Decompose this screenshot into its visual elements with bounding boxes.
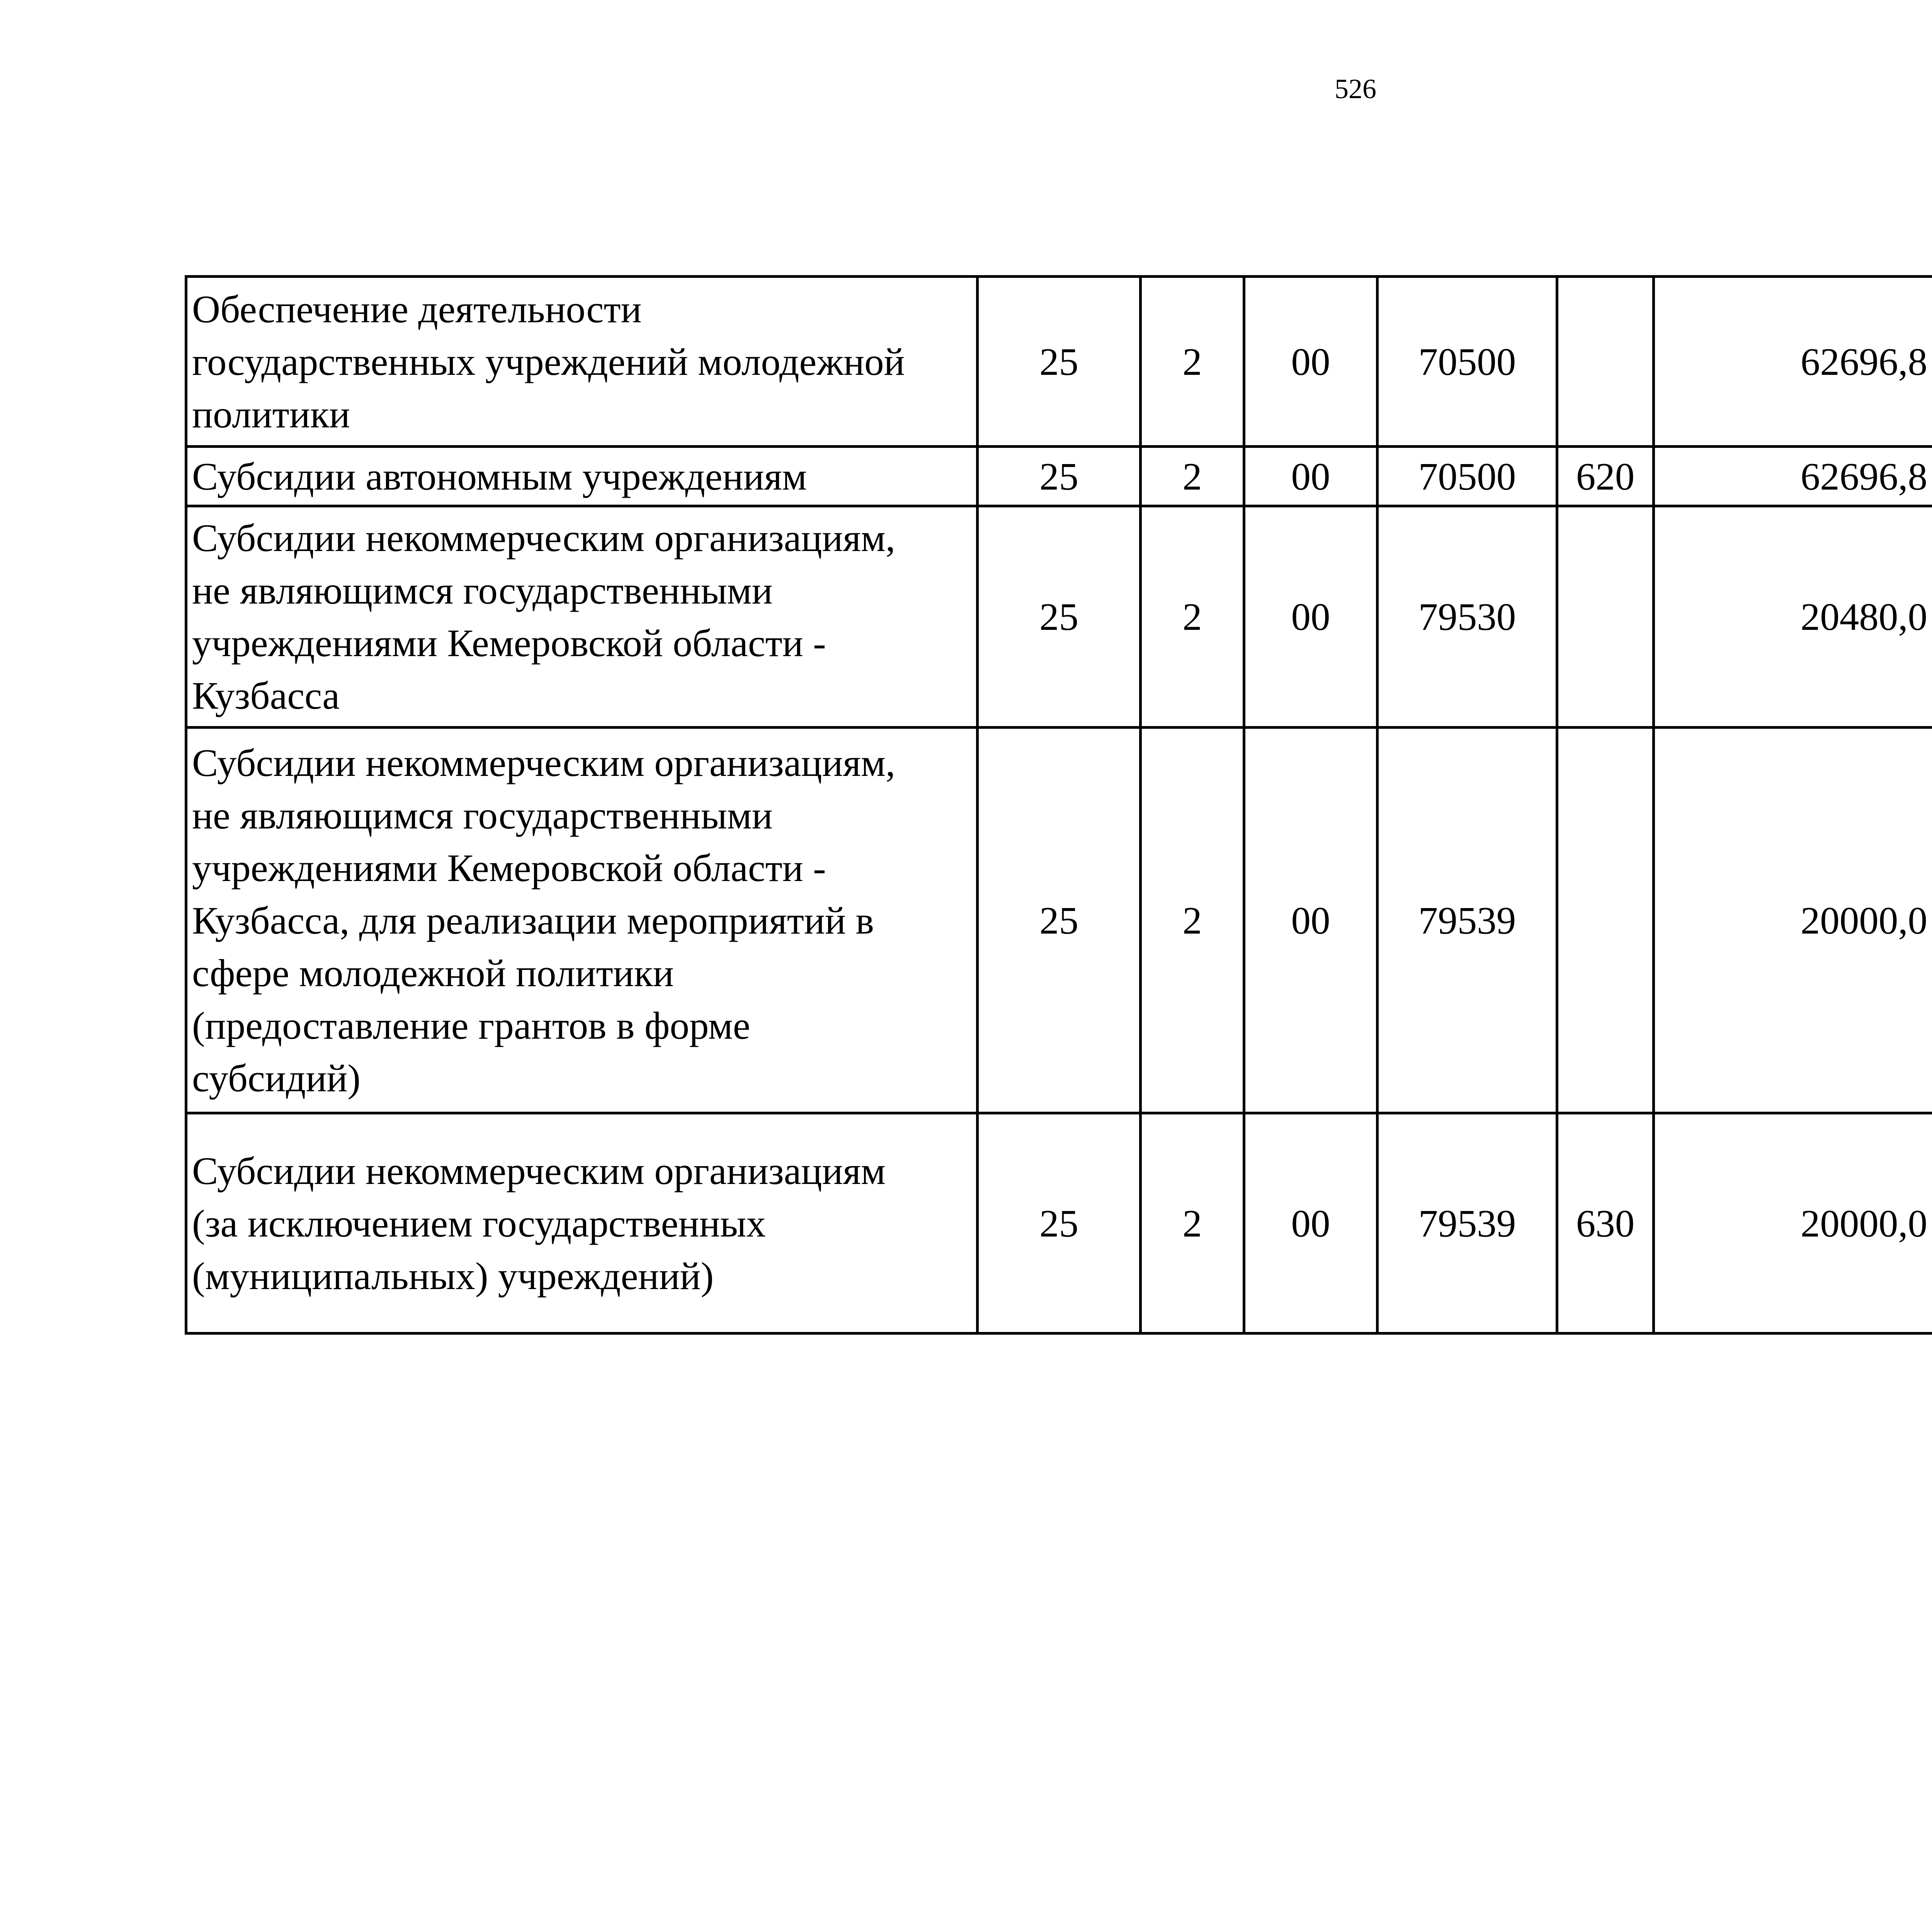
expense-type-cell xyxy=(1557,506,1654,728)
row-name: Обеспечение деятельности государственных учреждений молодежной политики xyxy=(192,287,905,436)
expense-type-cell: 620 xyxy=(1557,447,1654,506)
row-name: Субсидии некоммерческим организациям, не являющимся государственными учреждениями Кемеровской области - Кузбасса xyxy=(192,516,896,717)
direction-cell: 79539 xyxy=(1378,728,1557,1113)
row-name-cell xyxy=(186,506,978,728)
section-cell: 25 xyxy=(978,506,1141,728)
table-row xyxy=(186,277,1932,447)
subsection-cell: 2 xyxy=(1141,447,1244,506)
page-number: 526 xyxy=(1335,73,1376,104)
table-row xyxy=(186,447,1932,506)
direction-cell: 70500 xyxy=(1378,447,1557,506)
expense-type-cell xyxy=(1557,728,1654,1113)
direction-cell: 79530 xyxy=(1378,506,1557,728)
expense-type-cell xyxy=(1557,277,1654,447)
subsection-cell: 2 xyxy=(1141,506,1244,728)
row-name-cell xyxy=(186,1113,978,1334)
row-name-cell xyxy=(186,277,978,447)
row-name: Субсидии некоммерческим организациям (за исключением государственных (муниципальных) учреждений) xyxy=(192,1149,886,1298)
direction-cell: 70500 xyxy=(1378,277,1557,447)
program-cell: 00 xyxy=(1244,277,1378,447)
table-row xyxy=(186,506,1932,728)
direction-cell: 79539 xyxy=(1378,1113,1557,1334)
sum-1-cell: 62696,8 xyxy=(1654,277,1932,447)
row-name: Субсидии автономным учреждениям xyxy=(192,454,807,498)
subsection-cell: 2 xyxy=(1141,277,1244,447)
section-cell: 25 xyxy=(978,1113,1141,1334)
section-cell: 25 xyxy=(978,447,1141,506)
table-row xyxy=(186,728,1932,1113)
section-cell: 25 xyxy=(978,277,1141,447)
subsection-cell: 2 xyxy=(1141,728,1244,1113)
sum-1-cell: 20000,0 xyxy=(1654,728,1932,1113)
subsection-cell: 2 xyxy=(1141,1113,1244,1334)
budget-table xyxy=(185,275,1932,1335)
sum-1-cell: 20480,0 xyxy=(1654,506,1932,728)
program-cell: 00 xyxy=(1244,728,1378,1113)
program-cell: 00 xyxy=(1244,506,1378,728)
row-name-cell xyxy=(186,447,978,506)
sum-1-cell: 62696,8 xyxy=(1654,447,1932,506)
row-name-cell xyxy=(186,728,978,1113)
section-cell: 25 xyxy=(978,728,1141,1113)
program-cell: 00 xyxy=(1244,1113,1378,1334)
expense-type-cell: 630 xyxy=(1557,1113,1654,1334)
table-row xyxy=(186,1113,1932,1334)
program-cell: 00 xyxy=(1244,447,1378,506)
row-name: Субсидии некоммерческим организациям, не являющимся государственными учреждениями Кемеровской области - Кузбасса, для реализации мероприятий в сфере молодежной политики (предоставление грантов в форме субсидий) xyxy=(192,741,896,1100)
sum-1-cell: 20000,0 xyxy=(1654,1113,1932,1334)
